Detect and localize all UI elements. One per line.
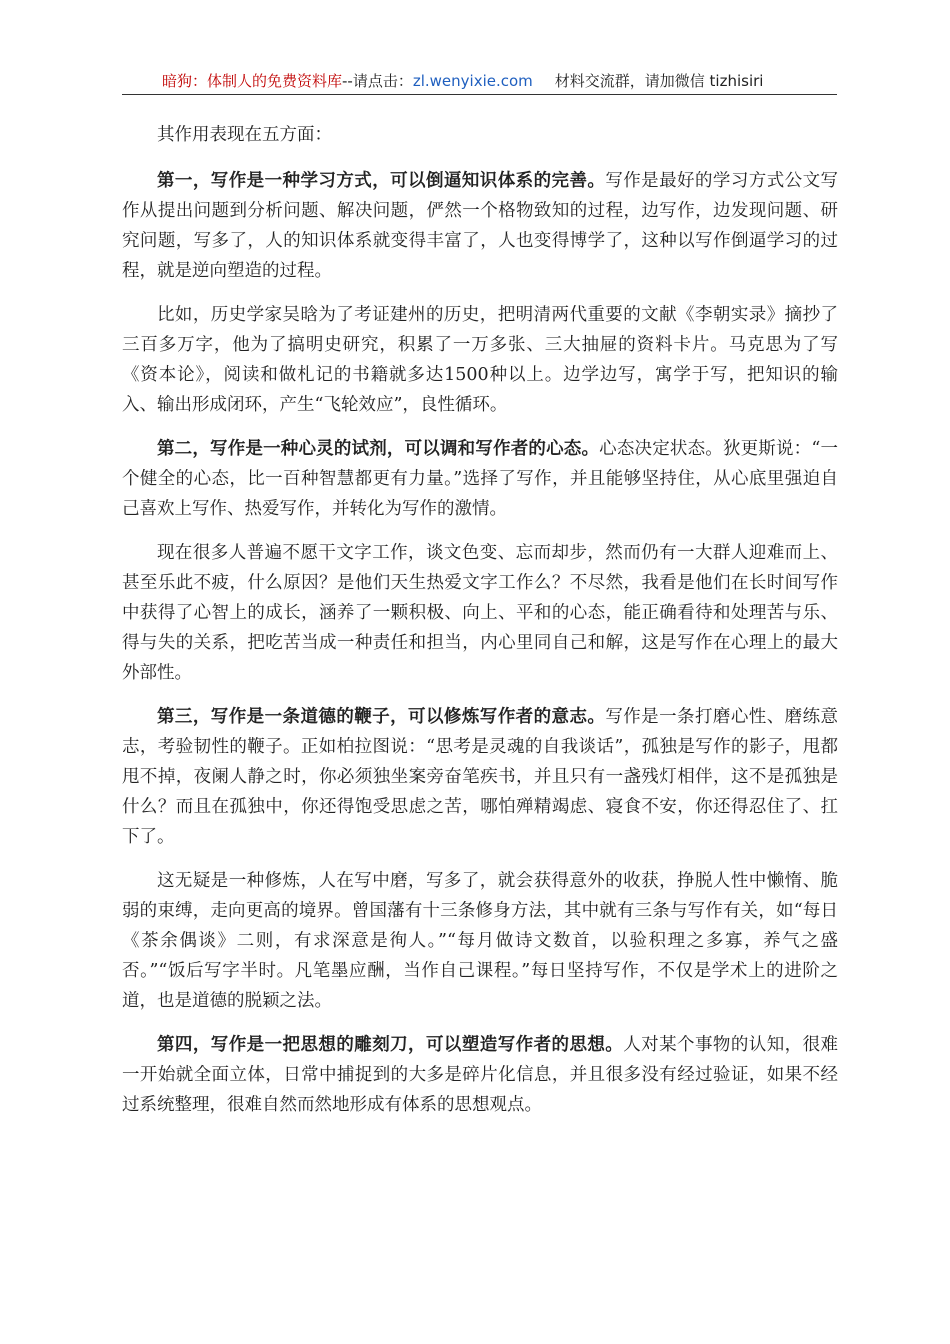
paragraph-text: 现在很多人普遍不愿干文字工作，谈文色变、忘而却步，然而仍有一大群人迎难而上、甚至乐此不疲，什么原因？是他们天生热爱文字工作么？不尽然，我看是他们在长时间写作中获得了心智上的成长，涵养了一颗积极、向上、平和的心态，能正确看待和处理苦与乐、得与失的关系，把吃苦当成一种责任和担当，内心里同自己和解，这是写作在心理上的最大外部性。 [122,543,838,683]
paragraph-point-1 [122,166,838,286]
paragraph-text: 写作是最好的学习方式公文写作从提出问题到分析问题、解决问题，俨然一个格物致知的过程，边写作，边发现问题、研究问题，写多了，人的知识体系就变得丰富了，人也变得博学了，这种以写作倒逼学习的过程，就是逆向塑造的过程。 [122,171,839,281]
header-prompt: --请点击： [342,72,413,90]
paragraph-text: 这无疑是一种修炼，人在写中磨，写多了，就会获得意外的收获，挣脱人性中懒惰、脆弱的束缚，走向更高的境界。曾国藩有十三条修身方法，其中就有三条与写作有关，如“每日《茶余偶谈》二则，有求深意是徇人。”“每月做诗文数首，以验积理之多寡，养气之盛否。”“饭后写字半时。凡笔墨应酬，当作自己课程。”每日坚持写作，不仅是学术上的进阶之道，也是道德的脱颖之法。 [122,871,838,1011]
header-contact: 材料交流群，请加微信 tizhisiri [554,72,764,90]
paragraph-text: 心态决定状态。狄更斯说：“一个健全的心态，比一百种智慧都更有力量。”选择了写作，并且能够坚持住，从心底里强迫自己喜欢上写作、热爱写作，并转化为写作的激情。 [122,439,838,519]
paragraph-point-3 [122,702,838,852]
paragraph-example-2 [122,538,838,688]
paragraph-point-4 [122,1030,838,1120]
header-link[interactable]: zl.wenyixie.com [412,72,533,90]
paragraph-text: 其作用表现在五方面： [157,125,332,145]
paragraph-example-1 [122,300,838,420]
paragraph-example-3 [122,866,838,1016]
paragraph-lead: 第三，写作是一条道德的鞭子，可以修炼写作者的意志。 [157,707,606,727]
paragraph-lead: 第一，写作是一种学习方式，可以倒逼知识体系的完善。 [157,171,606,191]
page-header [122,70,837,95]
paragraph-intro [122,120,838,150]
paragraph-text: 比如，历史学家吴晗为了考证建州的历史，把明清两代重要的文献《李朝实录》摘抄了三百多万字，他为了搞明史研究，积累了一万多张、三大抽屉的资料卡片。马克思为了写《资本论》，阅读和做札记的书籍就多达1500种以上。边学边写，寓学于写，把知识的输入、输出形成闭环，产生“飞轮效应”，良性循环。 [122,305,838,415]
document-body [122,120,838,1134]
paragraph-text: 人对某个事物的认知，很难一开始就全面立体，日常中捕捉到的大多是碎片化信息，并且很多没有经过验证，如果不经过系统整理，很难自然而然地形成有体系的思想观点。 [122,1035,839,1115]
paragraph-text: 写作是一条打磨心性、磨练意志，考验韧性的鞭子。正如柏拉图说：“思考是灵魂的自我谈话”，孤独是写作的影子，甩都甩不掉，夜阑人静之时，你必须独坐案旁奋笔疾书，并且只有一盏残灯相伴，这不是孤独是什么？而且在孤独中，你还得饱受思虑之苦，哪怕殚精竭虑、寝食不安，你还得忍住了、扛下了。 [122,707,839,847]
paragraph-lead: 第二，写作是一种心灵的试剂，可以调和写作者的心态。 [157,439,600,459]
paragraph-lead: 第四，写作是一把思想的雕刻刀，可以塑造写作者的思想。 [157,1035,624,1055]
header-brand: 暗狗：体制人的免费资料库 [162,72,343,90]
paragraph-point-2 [122,434,838,524]
